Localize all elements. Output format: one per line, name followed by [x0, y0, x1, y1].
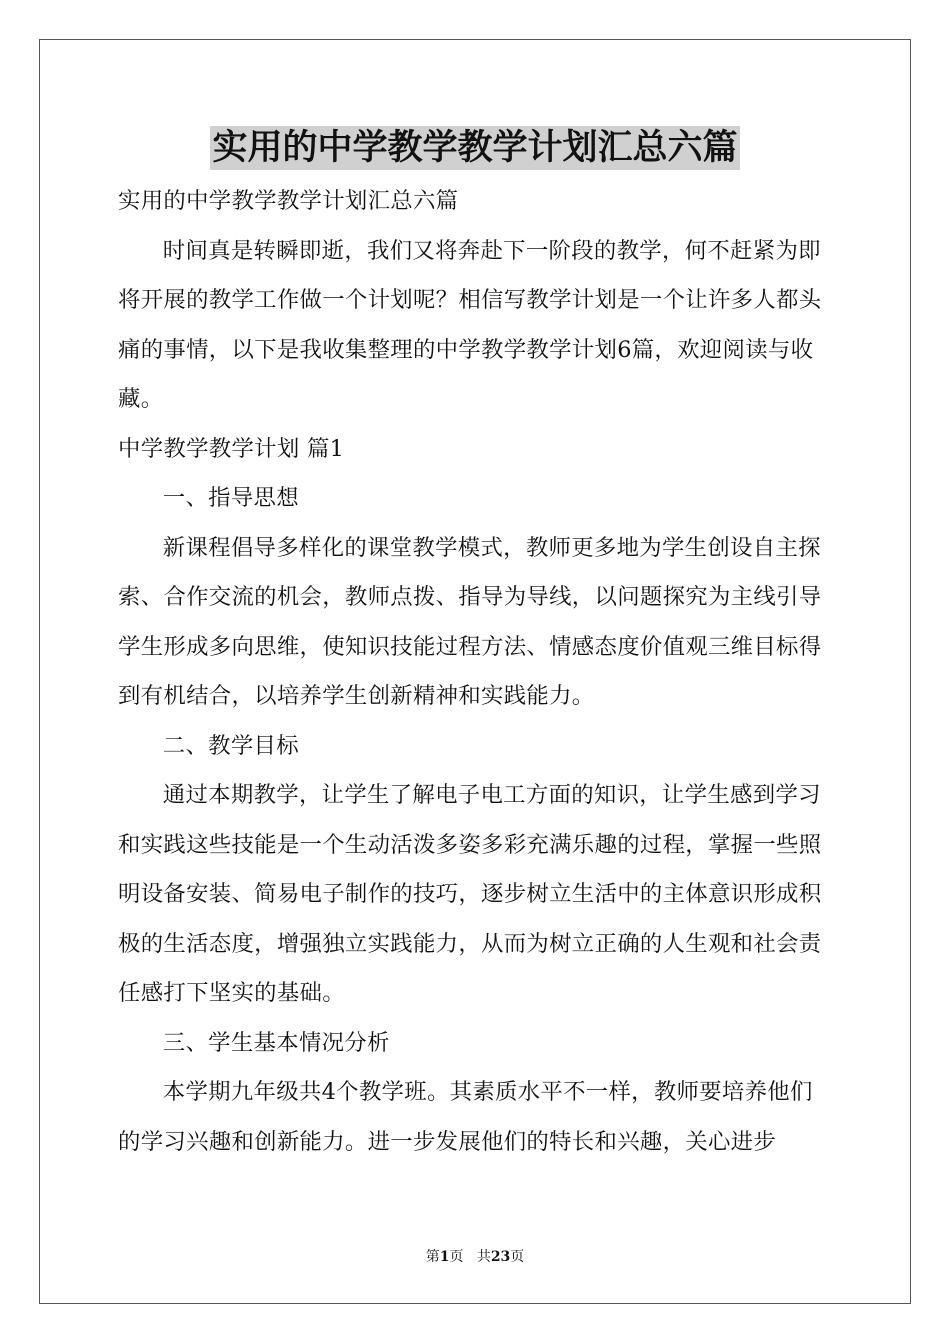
heading-student-analysis: 三、学生基本情况分析	[162, 1029, 390, 1056]
intro-paragraph: 时间真是转瞬即逝，我们又将奔赴下一阶段的教学，何不赶紧为即将开展的教学工作做一个计划呢？相信写教学计划是一个让许多人都头痛的事情，以下是我收集整理的中学教学教学计划6篇，欢迎阅读与收藏。	[118, 237, 822, 412]
total-prefix: 共	[476, 1249, 491, 1265]
document-body	[118, 177, 834, 1167]
page-total: 23	[490, 1249, 511, 1265]
document-subtitle: 实用的中学教学教学计划汇总六篇	[118, 188, 459, 214]
title-container	[0, 126, 950, 170]
paragraph-teaching-goals: 通过本期教学，让学生了解电子电工方面的知识，让学生感到学习和实践这些技能是一个生动活泼多姿多彩充满乐趣的过程，掌握一些照明设备安装、简易电子制作的技巧，逐步树立生活中的主体意识形成积极的生活态度，增强独立实践能力，从而为树立正确的人生观和社会责任感打下坚实的基础。	[118, 782, 822, 1006]
heading-guiding-ideology: 一、指导思想	[162, 485, 299, 511]
page-footer	[0, 1246, 950, 1266]
page-prefix: 第	[425, 1249, 440, 1265]
total-suffix: 页	[510, 1249, 525, 1265]
paragraph-student-analysis: 本学期九年级共4个教学班。其素质水平不一样，教师要培养他们的学习兴趣和创新能力。进一步发展他们的特长和兴趣，关心进步	[118, 1079, 813, 1155]
paragraph-guiding-ideology: 新课程倡导多样化的课堂教学模式，教师更多地为学生创设自主探索、合作交流的机会，教师点拨、指导为导线，以问题探究为主线引导学生形成多向思维，使知识技能过程方法、情感态度价值观三维目标得到有机结合，以培养学生创新精神和实践能力。	[118, 534, 822, 709]
document-title: 实用的中学教学教学计划汇总六篇	[212, 127, 738, 168]
section-heading: 中学教学教学计划 篇1	[118, 435, 345, 462]
page-current: 1	[439, 1249, 450, 1265]
heading-teaching-goals: 二、教学目标	[162, 732, 299, 759]
page-suffix: 页	[449, 1249, 464, 1265]
